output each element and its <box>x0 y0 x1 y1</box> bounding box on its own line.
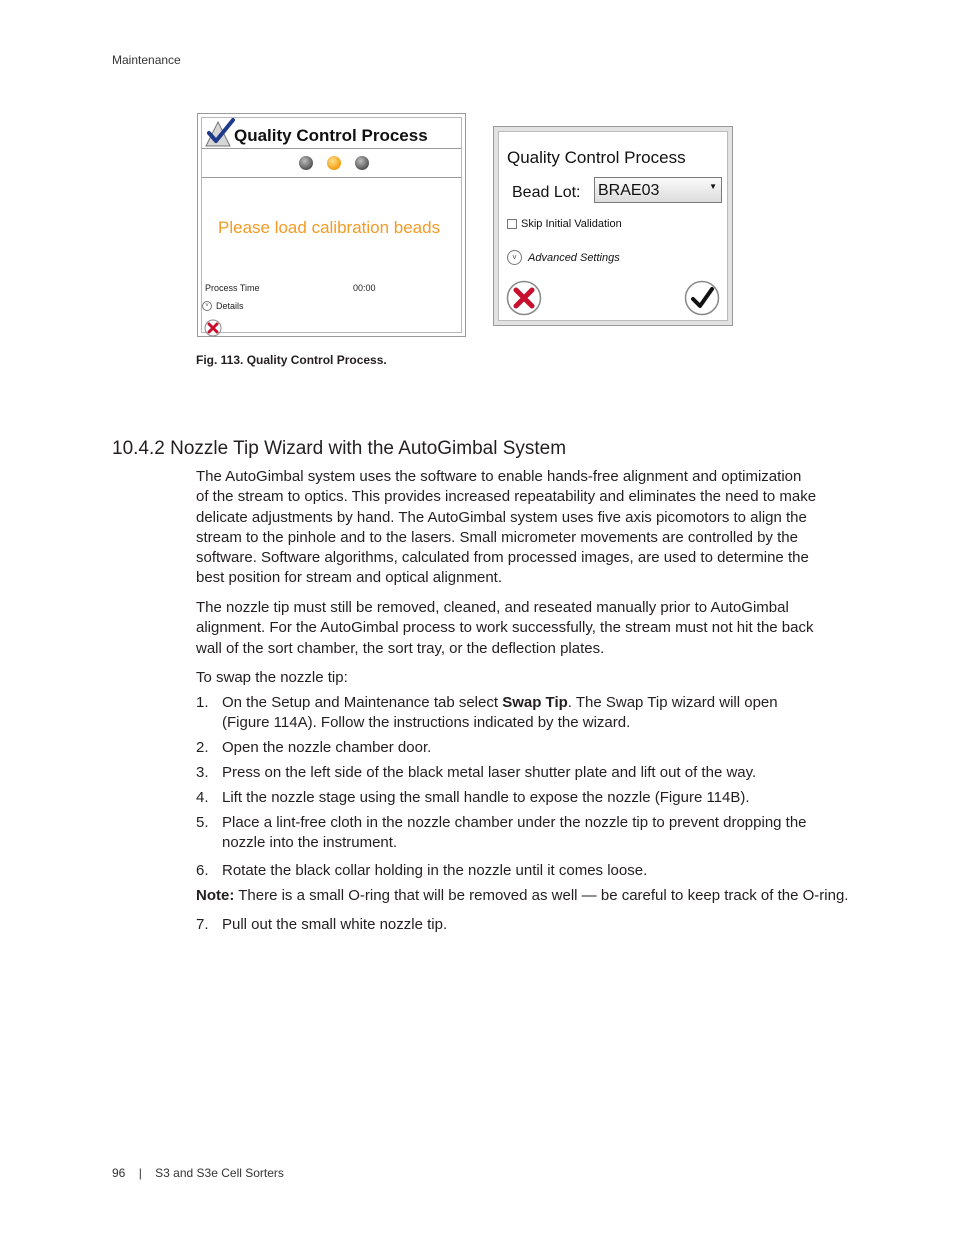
step-text-part: . The Swap Tip wizard will open <box>567 694 778 711</box>
confirm-button[interactable] <box>684 280 720 316</box>
step-number: 2. <box>196 739 209 756</box>
step-text-part: nozzle into the instrument. <box>222 834 398 851</box>
paragraph-line: The AutoGimbal system uses the software to enable hands-free alignment and optimization <box>196 468 802 485</box>
swap-tip-emphasis: Swap Tip <box>502 694 568 711</box>
paragraph-line: delicate adjustments by hand. The AutoGimbal system uses five axis picomotors to align the <box>196 508 807 526</box>
checkmark-logo-icon <box>204 118 236 148</box>
cancel-button[interactable] <box>204 319 222 337</box>
step-text-part: Place a lint-free cloth in the nozzle chamber under the nozzle tip to prevent dropping the <box>222 814 807 831</box>
step-text: Press on the left side of the black metal laser shutter plate and lift out of the way. <box>222 764 757 781</box>
footer-separator: | <box>138 1166 142 1180</box>
step-dot-1 <box>299 156 313 170</box>
panel-b-title: Quality Control Process <box>507 148 686 167</box>
step-dot-2-active <box>327 156 341 170</box>
step-number: 1. <box>196 694 209 711</box>
step-number: 5. <box>196 814 209 831</box>
panel-a-title: Quality Control Process <box>234 126 428 145</box>
dropdown-arrow-icon: ▼ <box>709 182 717 191</box>
skip-validation-checkbox[interactable] <box>507 219 517 229</box>
figure-caption: Fig. 113. Quality Control Process. <box>196 353 387 367</box>
running-header: Maintenance <box>112 53 181 67</box>
step-text <box>222 693 822 733</box>
paragraph-line: stream to the pinhole and to the lasers. Small micrometer movements are controlled by the <box>196 528 798 546</box>
note-text: There is a small O-ring that will be removed as well — be careful to keep track of the O-ring. <box>234 887 849 904</box>
note <box>196 887 856 904</box>
step-text: Lift the nozzle stage using the small handle to expose the nozzle (Figure 114B). <box>222 789 750 806</box>
document-title: S3 and S3e Cell Sorters <box>155 1166 284 1180</box>
process-time-label: Process Time <box>205 283 260 293</box>
bead-lot-value: BRAE03 <box>598 182 660 199</box>
step-number: 7. <box>196 916 209 933</box>
paragraph-line: wall of the sort chamber, the sort tray, or the deflection plates. <box>196 639 605 657</box>
section-heading: 10.4.2 Nozzle Tip Wizard with the AutoGimbal System <box>112 438 567 459</box>
step-text-part: On the Setup and Maintenance tab select <box>222 694 503 711</box>
steps-intro: To swap the nozzle tip: <box>196 669 348 686</box>
skip-validation-option[interactable] <box>507 218 622 230</box>
bead-lot-label: Bead Lot: <box>512 184 581 201</box>
details-label: Details <box>216 301 244 311</box>
advanced-settings-toggle[interactable] <box>507 250 620 265</box>
page-number: 96 <box>112 1166 126 1180</box>
cancel-button[interactable] <box>506 280 542 316</box>
page-footer <box>112 1166 284 1180</box>
paragraph-2 <box>196 598 846 659</box>
step-number: 6. <box>196 862 209 879</box>
load-beads-message: Please load calibration beads <box>218 218 441 237</box>
paragraph-line: The nozzle tip must still be removed, cleaned, and reseated manually prior to AutoGimbal <box>196 599 789 616</box>
paragraph-line: best position for stream and optical alignment. <box>196 569 502 587</box>
bead-lot-select[interactable] <box>594 177 722 203</box>
paragraph-line: of the stream to optics. This provides increased repeatability and eliminates the need to make <box>196 488 817 506</box>
paragraph-1 <box>196 467 846 589</box>
process-time-value: 00:00 <box>353 283 376 293</box>
skip-validation-label: Skip Initial Validation <box>521 218 622 230</box>
chevron-down-icon: ˅ <box>507 250 522 265</box>
step-text: Rotate the black collar holding in the nozzle until it comes loose. <box>222 862 648 879</box>
qc-process-window-a <box>197 113 466 337</box>
panel-a-title-row <box>202 118 461 148</box>
step-text <box>222 813 822 853</box>
note-label: Note: <box>196 887 235 904</box>
step-dot-3 <box>355 156 369 170</box>
progress-dots <box>202 148 461 178</box>
qc-process-window-b <box>493 126 733 326</box>
step-text: Open the nozzle chamber door. <box>222 739 432 756</box>
paragraph-line: alignment. For the AutoGimbal process to work successfully, the stream must not hit the back <box>196 619 814 637</box>
step-number: 4. <box>196 789 209 806</box>
advanced-settings-label: Advanced Settings <box>528 251 620 264</box>
details-toggle[interactable] <box>202 301 244 311</box>
step-text: Pull out the small white nozzle tip. <box>222 916 448 933</box>
step-text-part: (Figure 114A). Follow the instructions indicated by the wizard. <box>222 714 631 731</box>
chevron-down-icon: ˅ <box>202 301 212 311</box>
paragraph-line: software. Software algorithms, calculated from processed images, are used to determine the <box>196 549 809 567</box>
step-number: 3. <box>196 764 209 781</box>
